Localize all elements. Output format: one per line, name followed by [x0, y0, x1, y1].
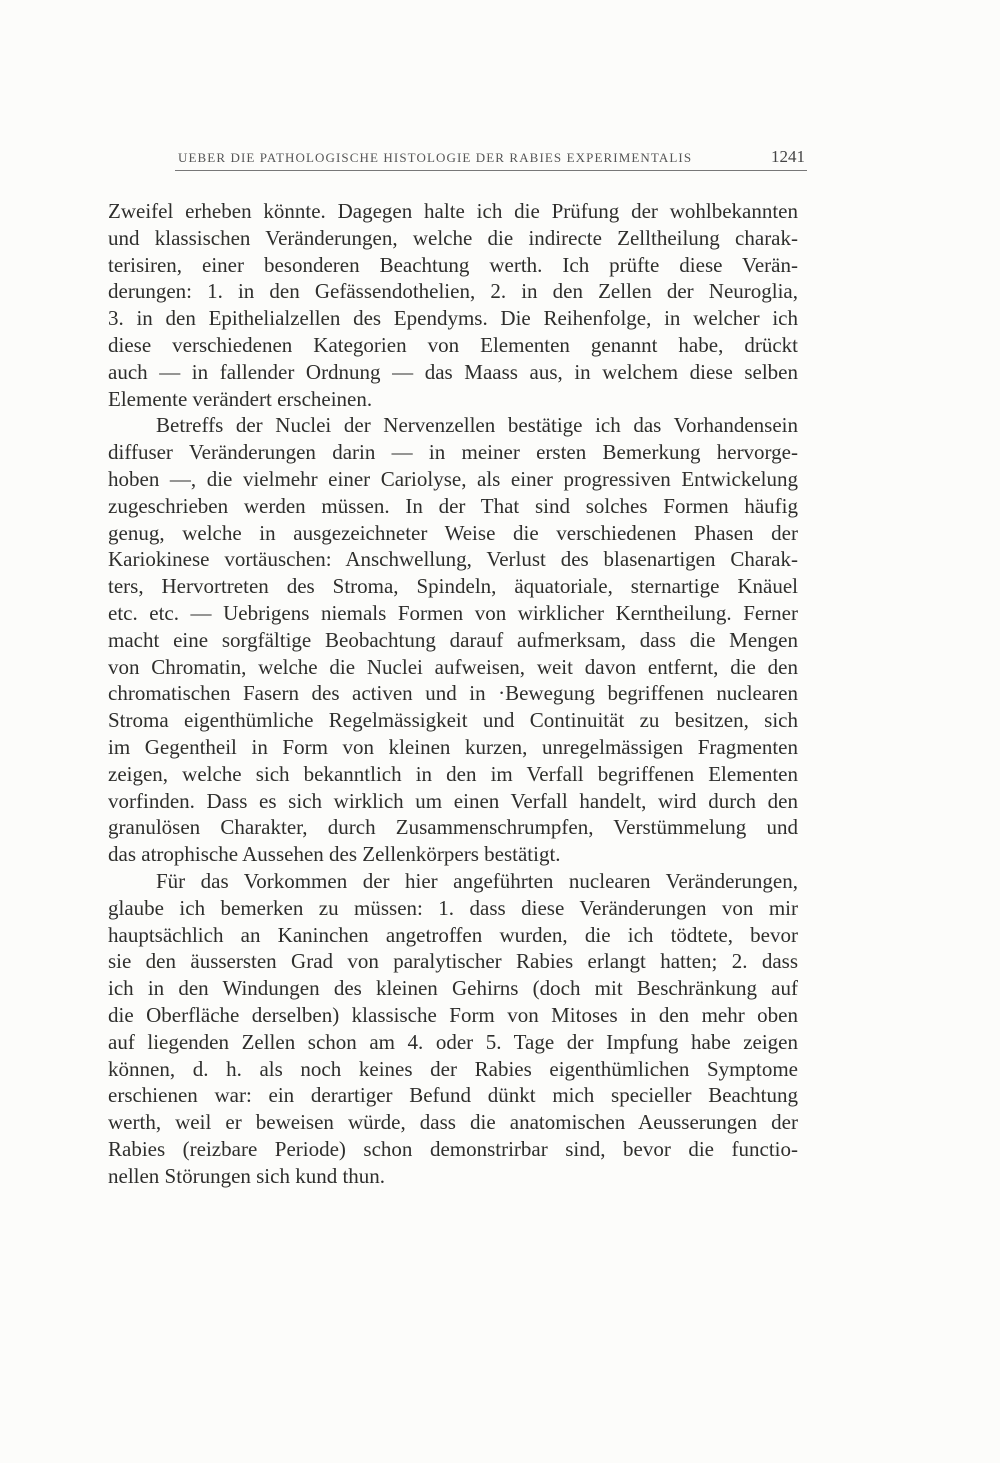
text-line: können, d. h. als noch keines der Rabies eigenthümlichen Symptome [108, 1056, 798, 1081]
text-line: Für das Vorkommen der hier angeführten nuclearen Veränderungen, [156, 868, 798, 893]
text-line: im Gegentheil in Form von kleinen kurzen, unregelmässigen Fragmenten [108, 734, 798, 759]
paragraph-3 [108, 868, 798, 1190]
text-line: die Oberfläche derselben) klassische Form von Mitoses in den mehr oben [108, 1002, 798, 1027]
text-line: das atrophische Aussehen des Zellenkörpers bestätigt. [108, 842, 561, 867]
running-header [175, 148, 807, 171]
text-line: Elemente verändert erscheinen. [108, 386, 373, 411]
text-line: und klassischen Veränderungen, welche die indirecte Zelltheilung charak- [108, 225, 798, 250]
page-number: 1241 [771, 147, 805, 166]
text-line: Stroma eigenthümliche Regelmässigkeit und Continuität zu besitzen, sich [108, 708, 798, 733]
text-line: chromatischen Fasern des activen und in ·Bewegung begriffenen nuclearen [108, 681, 798, 706]
text-line: zeigen, welche sich bekanntlich in den im Verfall begriffenen Elementen [108, 761, 798, 786]
text-line: diese verschiedenen Kategorien von Elementen genannt habe, drückt [108, 332, 798, 357]
text-line: terisiren, einer besonderen Beachtung werth. Ich prüfte diese Verän- [108, 252, 798, 277]
text-line: Kariokinese vortäuschen: Anschwellung, Verlust des blasenartigen Charak- [108, 547, 798, 572]
text-line: zugeschrieben werden müssen. In der That sind solches Formen häufig [108, 493, 798, 518]
text-line: werth, weil er beweisen würde, dass die anatomischen Aeusserungen der [108, 1110, 798, 1135]
text-line: ich in den Windungen des kleinen Gehirns (doch mit Beschränkung auf [108, 976, 798, 1001]
paragraph-1 [108, 198, 798, 412]
text-line: macht eine sorgfältige Beobachtung darauf aufmerksam, dass die Mengen [108, 627, 798, 652]
text-line: auch — in fallender Ordnung — das Maass aus, in welchem diese selben [108, 359, 798, 384]
text-line: etc. etc. — Uebrigens niemals Formen von wirklicher Kerntheilung. Ferner [108, 600, 798, 625]
text-line: diffuser Veränderungen darin — in meiner ersten Bemerkung hervorge- [108, 440, 798, 465]
text-line: Zweifel erheben könnte. Dagegen halte ich die Prüfung der wohlbekannten [108, 199, 798, 223]
text-line: hauptsächlich an Kaninchen angetroffen wurden, die ich tödtete, bevor [108, 922, 798, 947]
text-line: hoben —, die vielmehr einer Cariolyse, als einer progressiven Entwickelung [108, 466, 798, 491]
text-line: auf liegenden Zellen schon am 4. oder 5. Tage der Impfung habe zeigen [108, 1029, 798, 1054]
text-line: sie den äussersten Grad von paralytischer Rabies erlangt hatten; 2. dass [108, 949, 798, 974]
text-line: nellen Störungen sich kund thun. [108, 1163, 386, 1188]
text-line: ters, Hervortreten des Stroma, Spindeln, äquatoriale, sternartige Knäuel [108, 574, 798, 599]
text-line: genug, welche in ausgezeichneter Weise die verschiedenen Phasen der [108, 520, 798, 545]
body-text [108, 198, 798, 1189]
text-line: glaube ich bemerken zu müssen: 1. dass diese Veränderungen von mir [108, 895, 798, 920]
text-line: derungen: 1. in den Gefässendothelien, 2. in den Zellen der Neuroglia, [108, 279, 798, 304]
text-line: Betreffs der Nuclei der Nervenzellen bestätige ich das Vorhandensein [156, 413, 798, 438]
text-line: vorfinden. Dass es sich wirklich um einen Verfall handelt, wird durch den [108, 788, 798, 813]
paragraph-2 [108, 412, 798, 868]
text-line: granulösen Charakter, durch Zusammenschrumpfen, Verstümmelung und [108, 815, 798, 840]
text-line: erschienen war: ein derartiger Befund dünkt mich specieller Beachtung [108, 1083, 798, 1108]
running-title: UEBER DIE PATHOLOGISCHE HISTOLOGIE DER RABIES EXPERIMENTALIS [178, 150, 693, 165]
text-line: Rabies (reizbare Periode) schon demonstrirbar sind, bevor die functio- [108, 1136, 798, 1161]
text-line: 3. in den Epithelialzellen des Ependyms. Die Reihenfolge, in welcher ich [108, 306, 798, 331]
text-line: von Chromatin, welche die Nuclei aufweisen, weit davon entfernt, die den [108, 654, 798, 679]
